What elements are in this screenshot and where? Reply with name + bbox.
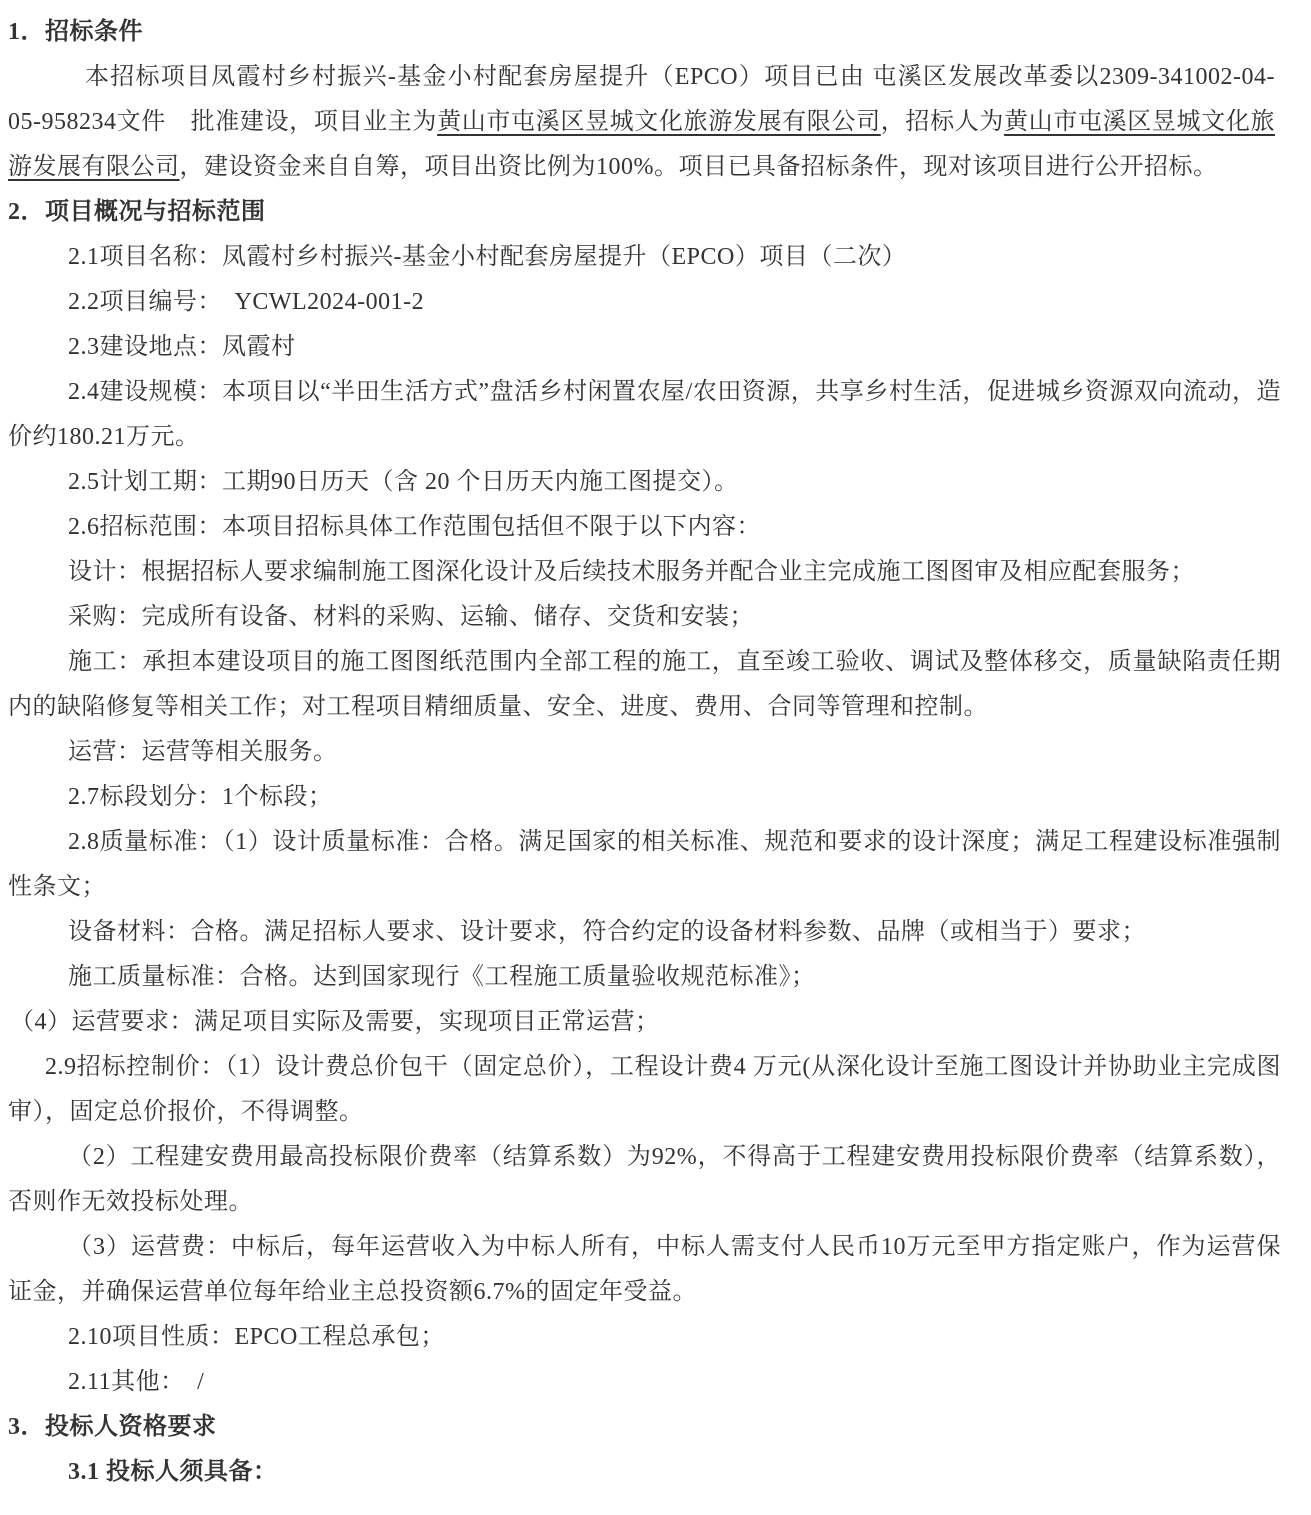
section-3-heading: 3．投标人资格要求 xyxy=(8,1414,217,1440)
operation-requirement: （4）运营要求：满足项目实际及需要，实现项目正常运营； xyxy=(10,1009,660,1035)
item-2-8-quality-standard: 2.8质量标准：（1）设计质量标准：合格。满足国家的相关标准、规范和要求的设计深度；满足工程建设标准强制性条文； xyxy=(8,829,1281,900)
price-construction-rate-limit: （2）工程建安费用最高投标限价费率（结算系数）为92%，不得高于工程建安费用投标限价费率（结算系数），否则作无效投标处理。 xyxy=(8,1144,1281,1215)
item-2-11-other: 2.11其他： / xyxy=(68,1369,205,1395)
scope-operation: 运营：运营等相关服务。 xyxy=(68,739,338,765)
quality-equipment-materials: 设备材料：合格。满足招标人要求、设计要求，符合约定的设备材料参数、品牌（或相当于）要求； xyxy=(68,919,1146,945)
item-2-1-project-name: 2.1项目名称：凤霞村乡村振兴-基金小村配套房屋提升（EPCO）项目（二次） xyxy=(68,244,907,270)
section-2-heading: 2．项目概况与招标范围 xyxy=(8,199,266,225)
item-2-2-project-number: 2.2项目编号： YCWL2024-001-2 xyxy=(68,289,425,315)
item-3-1-heading: 3.1 投标人须具备： xyxy=(68,1459,278,1485)
intro-text-start: 本招标项目凤霞村乡村振兴-基金小村配套房屋提升（EPCO）项目已由 屯溪区发展改革委以2309-341002-04-05-958234文件 批准建设，项目业主为 xyxy=(8,64,1275,135)
item-2-6-tender-scope: 2.6招标范围：本项目招标具体工作范围包括但不限于以下内容： xyxy=(68,514,761,540)
price-operation-fee: （3）运营费：中标后，每年运营收入为中标人所有，中标人需支付人民币10万元至甲方指定账户，作为运营保证金，并确保运营单位每年给业主总投资额6.7%的固定年受益。 xyxy=(8,1234,1281,1305)
scope-procurement: 采购：完成所有设备、材料的采购、运输、储存、交货和安装； xyxy=(68,604,754,630)
item-2-5-schedule: 2.5计划工期：工期90日历天（含 20 个日历天内施工图提交）。 xyxy=(68,469,739,495)
intro-text-end: ，建设资金来自自筹，项目出资比例为100%。项目已具备招标条件，现对该项目进行公开招标。 xyxy=(179,154,1218,180)
item-2-9-price-control: 2.9招标控制价：（1）设计费总价包干（固定总价），工程设计费4 万元(从深化设计至施工图设计并协助业主完成图审），固定总价报价，不得调整。 xyxy=(8,1054,1281,1125)
quality-construction-standard: 施工质量标准：合格。达到国家现行《工程施工质量验收规范标准》； xyxy=(68,964,816,990)
tenderee-name: 黄山市屯溪区昱城文化旅游发展有限公司 xyxy=(8,109,1276,180)
project-owner-name: 黄山市屯溪区昱城文化旅游发展有限公司 xyxy=(437,109,881,135)
item-2-10-project-nature: 2.10项目性质：EPCO工程总承包； xyxy=(68,1324,445,1350)
scope-design: 设计：根据招标人要求编制施工图深化设计及后续技术服务并配合业主完成施工图图审及相应配套服务； xyxy=(68,559,1195,585)
item-2-7-bid-sections: 2.7标段划分：1个标段； xyxy=(68,784,333,810)
section-1-heading: 1．招标条件 xyxy=(8,19,143,45)
section-1-paragraph xyxy=(8,55,1281,190)
intro-text-middle: ，招标人为 xyxy=(880,109,1005,135)
scope-construction: 施工：承担本建设项目的施工图图纸范围内全部工程的施工，直至竣工验收、调试及整体移交，质量缺陷责任期内的缺陷修复等相关工作；对工程项目精细质量、安全、进度、费用、合同等管理和控制。 xyxy=(8,649,1281,720)
item-2-3-location: 2.3建设地点：凤霞村 xyxy=(68,334,296,360)
item-2-4-construction-scale: 2.4建设规模：本项目以“半田生活方式”盘活乡村闲置农屋/农田资源，共享乡村生活，促进城乡资源双向流动，造价约180.21万元。 xyxy=(8,379,1281,450)
